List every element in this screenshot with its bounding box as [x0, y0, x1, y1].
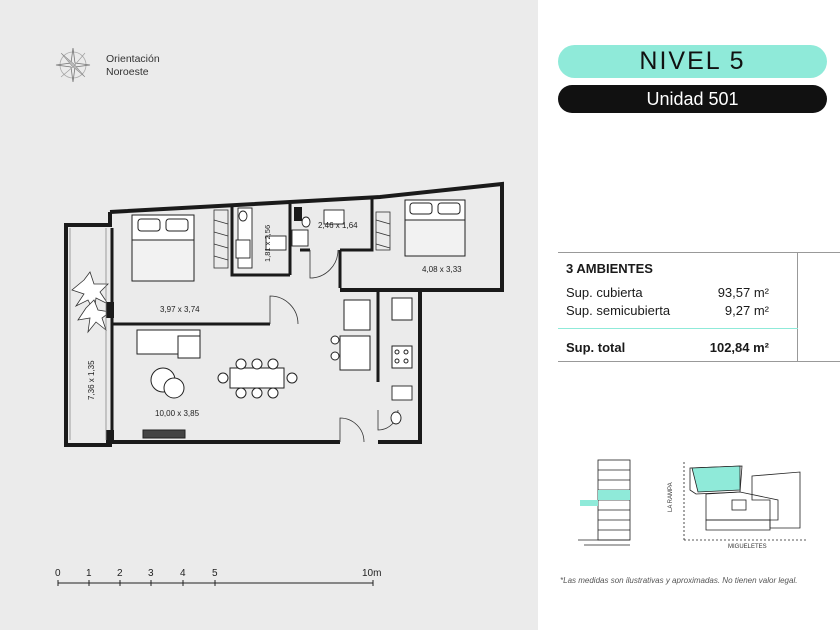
- street-migueletes: MIGUELETES: [728, 544, 767, 550]
- row-label: Sup. semicubierta: [566, 303, 671, 318]
- total-label: Sup. total: [566, 340, 626, 355]
- unit-pill: Unidad 501: [558, 85, 827, 113]
- orientation-line2: Noroeste: [106, 66, 149, 78]
- row-value: 9,27 m²: [724, 303, 769, 318]
- legal-note: *Las medidas son ilustrativas y aproximadas. No tienen valor legal.: [560, 576, 798, 585]
- scale-label-10: 10m: [362, 568, 382, 579]
- room-bath-2: 2,46 x 1,64: [318, 221, 358, 230]
- scale-label-5: 5: [212, 568, 218, 579]
- orientation-line1: Orientación: [106, 53, 160, 65]
- scale-label-1: 1: [86, 568, 92, 579]
- room-bath-1: 1,81 x 2,56: [263, 224, 272, 262]
- scale-label-0: 0: [55, 568, 61, 579]
- room-dorm-2: 4,08 x 3,33: [422, 265, 462, 274]
- level-pill: NIVEL 5: [558, 45, 827, 78]
- total-value: 102,84 m²: [709, 340, 769, 355]
- row-value: 93,57 m²: [717, 285, 769, 300]
- ambientes-title: 3 AMBIENTES: [566, 261, 653, 276]
- scale-label-4: 4: [180, 568, 186, 579]
- room-balcony: 7,36 x 1,35: [87, 360, 96, 400]
- street-la-rampa: LA RAMPA: [668, 482, 674, 512]
- scale-label-3: 3: [148, 568, 154, 579]
- scale-label-2: 2: [117, 568, 123, 579]
- row-label: Sup. cubierta: [566, 285, 643, 300]
- room-living: 10,00 x 3,85: [155, 409, 200, 418]
- room-dorm-1: 3,97 x 3,74: [160, 305, 200, 314]
